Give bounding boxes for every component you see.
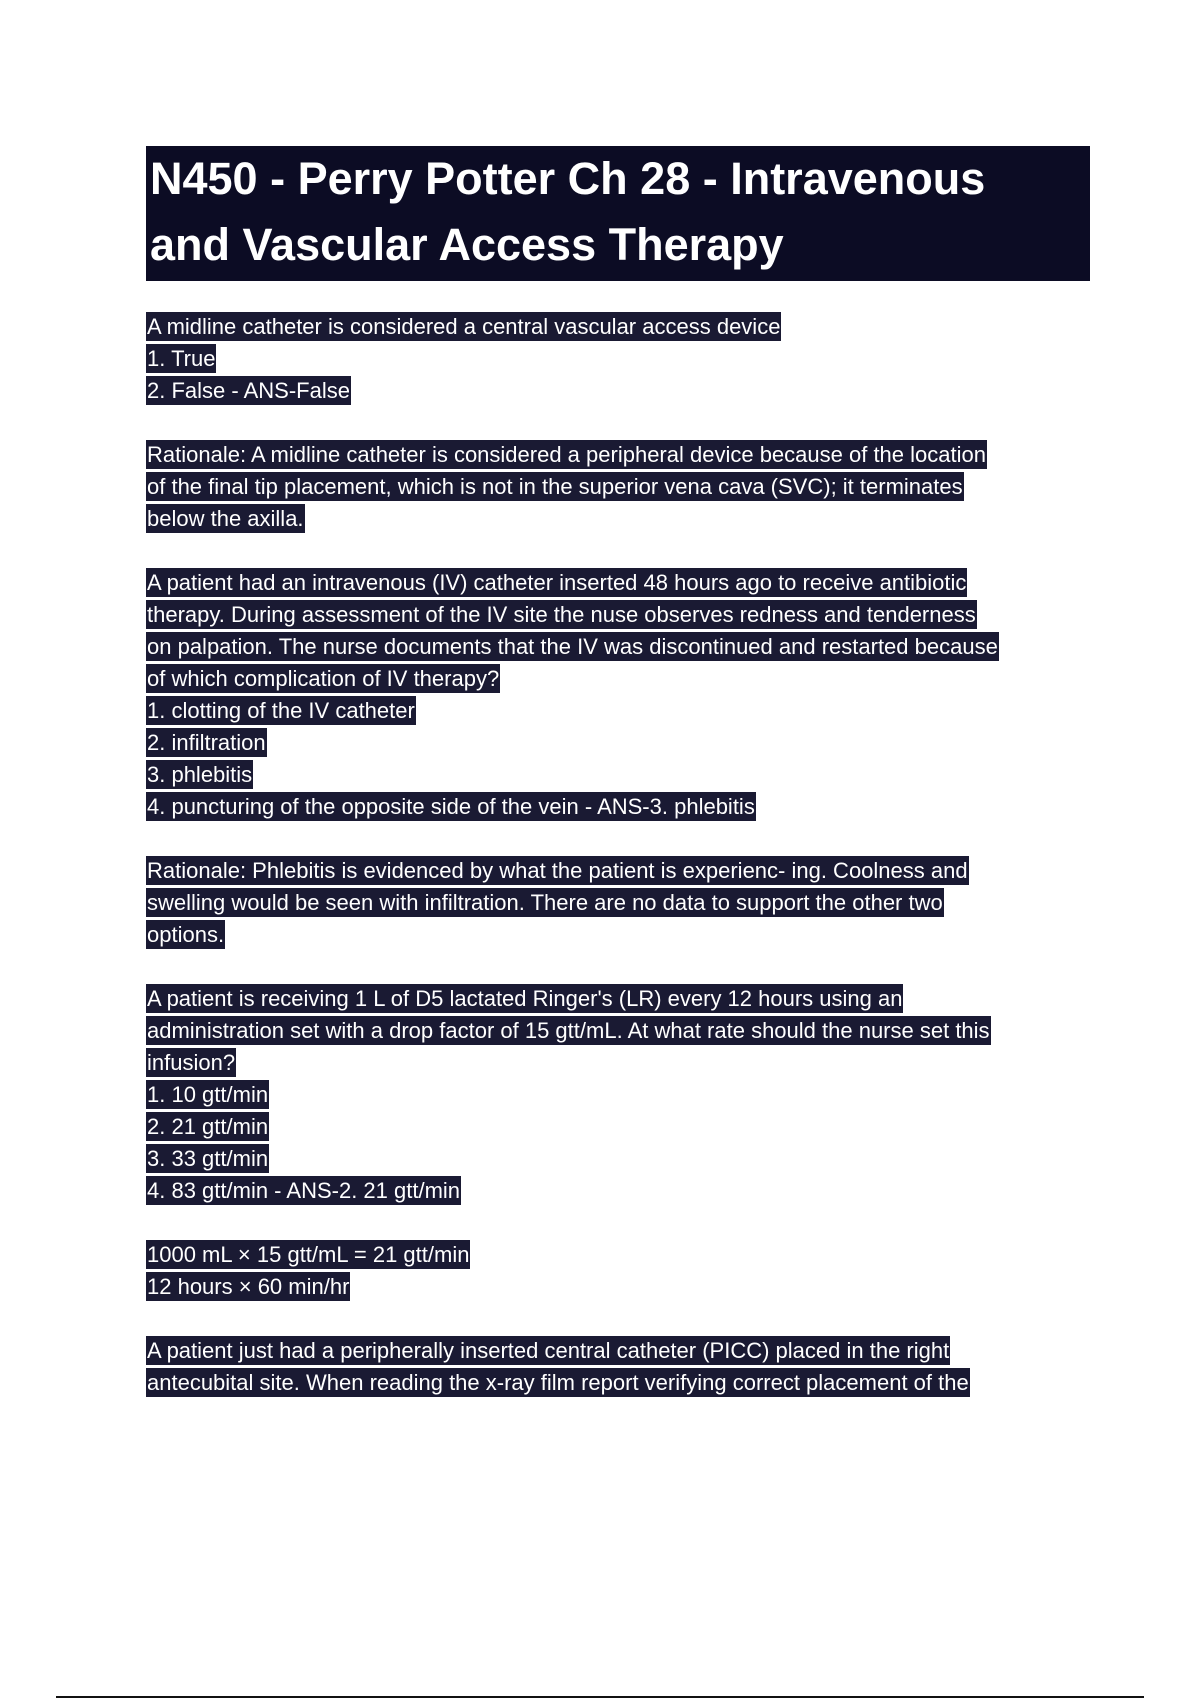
highlighted-text: 3. phlebitis — [147, 762, 253, 787]
paragraph — [146, 855, 1086, 951]
highlighted-text: options. — [147, 922, 225, 947]
highlighted-text: 2. 21 gtt/min — [147, 1114, 269, 1139]
text-line — [146, 471, 1086, 503]
highlighted-text: A midline catheter is considered a central vascular access device — [147, 314, 781, 339]
text-line — [146, 1015, 1086, 1047]
text-line — [146, 791, 1086, 823]
paragraph — [146, 567, 1086, 823]
paragraph — [146, 311, 1086, 407]
text-line — [146, 599, 1086, 631]
highlighted-text: 1000 mL × 15 gtt/mL = 21 gtt/min — [147, 1242, 470, 1267]
text-line — [146, 1175, 1086, 1207]
highlighted-text: 1. 10 gtt/min — [147, 1082, 269, 1107]
footer-rule — [56, 1696, 1144, 1698]
text-line — [146, 311, 1086, 343]
text-line — [146, 1335, 1086, 1367]
text-line — [146, 439, 1086, 471]
paragraph — [146, 1239, 1086, 1303]
text-line — [146, 1367, 1086, 1399]
highlighted-text: 4. puncturing of the opposite side of the vein - ANS-3. phlebitis — [147, 794, 755, 819]
title-line-1: N450 - Perry Potter Ch 28 - Intravenous — [150, 153, 986, 204]
text-line — [146, 503, 1086, 535]
text-line — [146, 695, 1086, 727]
text-line — [146, 1143, 1086, 1175]
text-line — [146, 343, 1086, 375]
highlighted-text: 1. True — [147, 346, 216, 371]
document-title — [146, 146, 1090, 281]
highlighted-text: of which complication of IV therapy? — [147, 666, 500, 691]
highlighted-text: administration set with a drop factor of 15 gtt/mL. At what rate should the nurse set this — [147, 1018, 990, 1043]
document-body — [146, 311, 1086, 1431]
text-line — [146, 1047, 1086, 1079]
paragraph — [146, 439, 1086, 535]
text-line — [146, 1079, 1086, 1111]
highlighted-text: 12 hours × 60 min/hr — [147, 1274, 350, 1299]
text-line — [146, 663, 1086, 695]
highlighted-text: of the final tip placement, which is not in the superior vena cava (SVC); it terminates — [147, 474, 963, 499]
highlighted-text: 2. False - ANS-False — [147, 378, 350, 403]
text-line — [146, 727, 1086, 759]
text-line — [146, 631, 1086, 663]
highlighted-text: Rationale: Phlebitis is evidenced by what the patient is experienc- ing. Coolness and — [147, 858, 968, 883]
highlighted-text: below the axilla. — [147, 506, 304, 531]
text-line — [146, 375, 1086, 407]
highlighted-text: infusion? — [147, 1050, 236, 1075]
highlighted-text: 1. clotting of the IV catheter — [147, 698, 415, 723]
paragraph — [146, 983, 1086, 1207]
text-line — [146, 983, 1086, 1015]
text-line — [146, 919, 1086, 951]
text-line — [146, 1271, 1086, 1303]
highlighted-text: Rationale: A midline catheter is considered a peripheral device because of the location — [147, 442, 986, 467]
text-line — [146, 567, 1086, 599]
text-line — [146, 855, 1086, 887]
highlighted-text: on palpation. The nurse documents that the IV was discontinued and restarted because — [147, 634, 998, 659]
highlighted-text: swelling would be seen with infiltration. There are no data to support the other two — [147, 890, 943, 915]
text-line — [146, 759, 1086, 791]
highlighted-text: 2. infiltration — [147, 730, 266, 755]
text-line — [146, 887, 1086, 919]
text-line — [146, 1239, 1086, 1271]
highlighted-text: A patient had an intravenous (IV) catheter inserted 48 hours ago to receive antibiotic — [147, 570, 967, 595]
paragraph — [146, 1335, 1086, 1399]
text-line — [146, 1111, 1086, 1143]
highlighted-text: therapy. During assessment of the IV site the nuse observes redness and tenderness — [147, 602, 976, 627]
highlighted-text: A patient just had a peripherally inserted central catheter (PICC) placed in the right — [147, 1338, 950, 1363]
highlighted-text: 3. 33 gtt/min — [147, 1146, 269, 1171]
highlighted-text: A patient is receiving 1 L of D5 lactated Ringer's (LR) every 12 hours using an — [147, 986, 903, 1011]
highlighted-text: antecubital site. When reading the x-ray film report verifying correct placement of the — [147, 1370, 969, 1395]
highlighted-text: 4. 83 gtt/min - ANS-2. 21 gtt/min — [147, 1178, 461, 1203]
title-line-2: and Vascular Access Therapy — [150, 219, 784, 270]
